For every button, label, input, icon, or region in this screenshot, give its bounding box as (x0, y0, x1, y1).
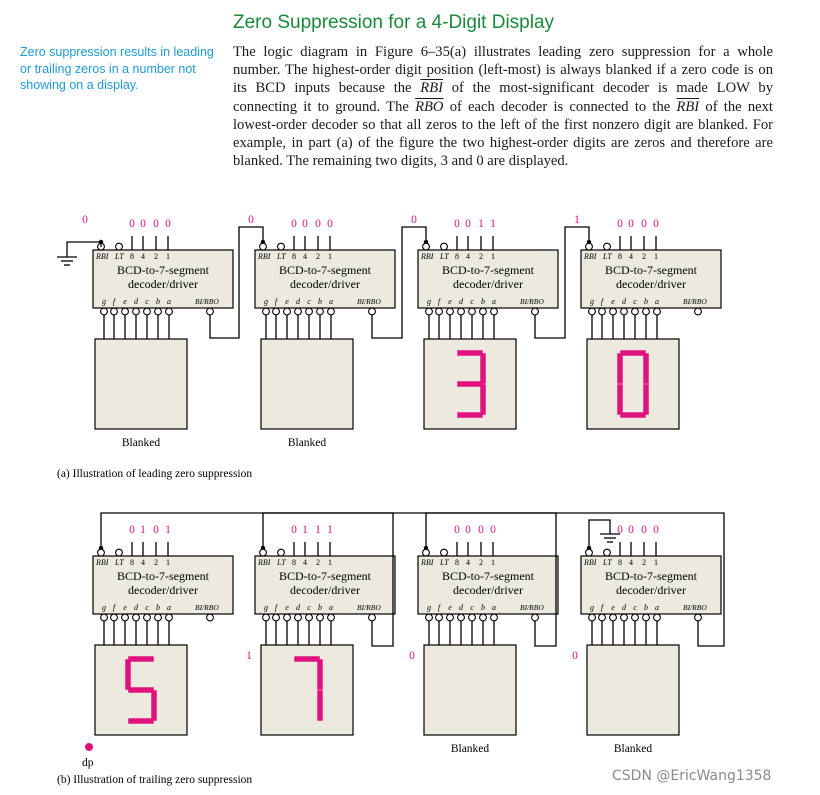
dp-label: dp (82, 757, 94, 769)
seven-segment-display (587, 645, 679, 735)
bcd-weight-label: 2 (154, 252, 158, 261)
decoder-name: BCD-to-7-segment (117, 263, 209, 277)
lt-inversion-bubble (116, 243, 123, 250)
output-inversion-bubble (643, 308, 650, 315)
output-inversion-bubble (621, 614, 628, 621)
output-inversion-bubble (621, 308, 628, 315)
lt-inversion-bubble (604, 243, 611, 250)
segment-output-label: e (448, 603, 452, 612)
rbi-input-value: 1 (574, 214, 580, 226)
bcd-weight-label: 8 (292, 252, 296, 261)
output-inversion-bubble (480, 614, 487, 621)
bcd-weight-label: 2 (316, 558, 320, 567)
output-inversion-bubble (284, 614, 291, 621)
segment-output-label: d (296, 603, 300, 612)
decoder-block (581, 250, 721, 308)
rbi-inversion-bubble (423, 243, 430, 250)
output-inversion-bubble (491, 614, 498, 621)
segment-output-label: b (318, 297, 322, 306)
output-inversion-bubble (328, 308, 335, 315)
seven-segment-display (261, 339, 353, 429)
rbi-pin-label: RBI (421, 252, 434, 261)
bcd-weight-label: 1 (491, 558, 495, 567)
decoder-name: decoder/driver (290, 583, 360, 597)
overlined-term: $\overline{RBO}$ (415, 98, 444, 115)
output-inversion-bubble (469, 308, 476, 315)
segment-output-label: f (274, 603, 278, 612)
bcd-input-value: 1 (478, 218, 484, 230)
segment-output-label: a (492, 297, 496, 306)
lt-pin-label: LT (277, 252, 286, 261)
segment-output-label: a (655, 297, 659, 306)
birbo-inversion-bubble (532, 614, 539, 621)
output-inversion-bubble (111, 308, 118, 315)
rbi-pin-label: RBI (258, 558, 271, 567)
segment-output-label: g (264, 297, 268, 306)
segment-output-label: e (123, 603, 127, 612)
bcd-weight-label: 2 (642, 558, 646, 567)
decoder-name: BCD-to-7-segment (605, 569, 697, 583)
paragraph-run: The logic diagram in Figure 6–35(a) illustrates leading zero suppression for a whole number. The highest-order digit position (left-most) is always blanked if a zero code is on its BCD inputs because the (233, 44, 773, 97)
decoder-name: BCD-to-7-segment (279, 263, 371, 277)
rbo-output-value: 0 (572, 650, 578, 662)
section-heading: Zero Suppression for a 4-Digit Display (233, 12, 555, 33)
display-status-label: Blanked (450, 743, 490, 755)
segment-output-label: b (481, 603, 485, 612)
output-inversion-bubble (273, 614, 280, 621)
lt-inversion-bubble (116, 549, 123, 556)
ground-icon (57, 257, 77, 265)
bcd-input-value: 0 (315, 218, 321, 230)
output-inversion-bubble (447, 308, 454, 315)
output-inversion-bubble (436, 308, 443, 315)
segment-output-label: b (156, 297, 160, 306)
bcd-weight-label: 1 (654, 252, 658, 261)
bcd-input-value: 0 (641, 218, 647, 230)
bcd-input-value: 0 (617, 218, 623, 230)
decoder-block (418, 556, 558, 614)
segment-output-label: e (123, 297, 127, 306)
decoder-name: BCD-to-7-segment (279, 569, 371, 583)
output-inversion-bubble (458, 308, 465, 315)
segment-output-label: c (470, 297, 474, 306)
paragraph-run: of the most-significant decoder is made LOW by connecting it to ground. The (233, 80, 773, 115)
decoder-name: decoder/driver (616, 277, 686, 291)
decoder-name: BCD-to-7-segment (442, 263, 534, 277)
segment-output-label: e (611, 297, 615, 306)
output-inversion-bubble (166, 614, 173, 621)
output-inversion-bubble (491, 308, 498, 315)
output-inversion-bubble (273, 308, 280, 315)
decoder-name: BCD-to-7-segment (442, 569, 534, 583)
decoder-name: decoder/driver (290, 277, 360, 291)
segment-output-label: f (112, 603, 116, 612)
lt-inversion-bubble (441, 243, 448, 250)
bcd-input-value: 0 (291, 218, 297, 230)
output-inversion-bubble (101, 308, 108, 315)
output-inversion-bubble (295, 614, 302, 621)
display-status-label: Blanked (613, 743, 653, 755)
bcd-input-value: 0 (490, 524, 496, 536)
birbo-pin-label: BI/RBO (195, 297, 219, 306)
birbo-pin-label: BI/RBO (357, 297, 381, 306)
rbi-inversion-bubble (98, 549, 105, 556)
birbo-pin-label: BI/RBO (195, 603, 219, 612)
segment-output-label: d (134, 297, 138, 306)
segment-output-label: g (264, 603, 268, 612)
segment-output-label: c (470, 603, 474, 612)
bcd-input-value: 0 (617, 524, 623, 536)
bcd-weight-label: 8 (618, 558, 622, 567)
bcd-input-value: 0 (465, 524, 471, 536)
segment-output-label: b (644, 297, 648, 306)
segment-output-label: a (655, 603, 659, 612)
rbi-pin-label: RBI (96, 252, 109, 261)
lt-pin-label: LT (115, 252, 124, 261)
bcd-input-value: 0 (291, 524, 297, 536)
bcd-input-value: 0 (628, 218, 634, 230)
seven-segment-display (95, 339, 187, 429)
bcd-input-value: 1 (165, 524, 171, 536)
output-inversion-bubble (133, 308, 140, 315)
bcd-weight-label: 1 (491, 252, 495, 261)
bcd-input-value: 0 (465, 218, 471, 230)
decoder-name: decoder/driver (128, 583, 198, 597)
birbo-pin-label: BI/RBO (683, 603, 707, 612)
decoder-name: decoder/driver (453, 277, 523, 291)
output-inversion-bubble (295, 308, 302, 315)
output-inversion-bubble (306, 614, 313, 621)
output-inversion-bubble (426, 308, 433, 315)
bcd-weight-label: 2 (642, 252, 646, 261)
bcd-weight-label: 4 (141, 558, 145, 567)
segment-output-label: g (102, 297, 106, 306)
segment-output-label: g (427, 297, 431, 306)
bcd-weight-label: 1 (328, 558, 332, 567)
figure-caption: (b) Illustration of trailing zero suppression (57, 774, 253, 786)
decoder-name: BCD-to-7-segment (117, 569, 209, 583)
bcd-weight-label: 4 (303, 558, 307, 567)
bcd-input-value: 0 (641, 524, 647, 536)
output-inversion-bubble (632, 308, 639, 315)
bcd-input-value: 0 (302, 218, 308, 230)
lt-inversion-bubble (278, 549, 285, 556)
decoder-block (255, 556, 395, 614)
segment-output-label: a (167, 603, 171, 612)
birbo-inversion-bubble (369, 308, 376, 315)
bcd-weight-label: 8 (455, 252, 459, 261)
bcd-weight-label: 4 (466, 252, 470, 261)
bcd-input-value: 1 (327, 524, 333, 536)
output-inversion-bubble (155, 308, 162, 315)
output-inversion-bubble (122, 308, 129, 315)
lt-inversion-bubble (604, 549, 611, 556)
output-inversion-bubble (654, 308, 661, 315)
bcd-input-value: 1 (490, 218, 496, 230)
output-inversion-bubble (155, 614, 162, 621)
bcd-weight-label: 1 (654, 558, 658, 567)
rbi-pin-label: RBI (421, 558, 434, 567)
output-inversion-bubble (469, 614, 476, 621)
bcd-weight-label: 2 (316, 252, 320, 261)
decoder-name: BCD-to-7-segment (605, 263, 697, 277)
segment-output-label: c (307, 603, 311, 612)
decoder-block (93, 556, 233, 614)
rbi-pin-label: RBI (584, 558, 597, 567)
segment-output-label: d (459, 297, 463, 306)
figure-caption: (a) Illustration of leading zero suppression (57, 468, 253, 480)
bcd-input-value: 0 (140, 218, 146, 230)
bcd-weight-label: 8 (292, 558, 296, 567)
rbo-output-value: 1 (246, 650, 252, 662)
segment-output-label: f (437, 603, 441, 612)
overlined-term: $\overline{RBI}$ (420, 80, 443, 97)
output-inversion-bubble (480, 308, 487, 315)
bcd-weight-label: 8 (618, 252, 622, 261)
output-inversion-bubble (122, 614, 129, 621)
rbi-inversion-bubble (586, 549, 593, 556)
lt-pin-label: LT (603, 252, 612, 261)
birbo-inversion-bubble (695, 308, 702, 315)
decoder-block (255, 250, 395, 308)
segment-output-label: e (285, 603, 289, 612)
output-inversion-bubble (599, 308, 606, 315)
decoder-name: decoder/driver (128, 277, 198, 291)
rbo-output-value: 0 (409, 650, 415, 662)
bcd-input-value: 0 (153, 218, 159, 230)
segment-output-label: e (448, 297, 452, 306)
lt-pin-label: LT (115, 558, 124, 567)
segment-output-label: g (590, 603, 594, 612)
output-inversion-bubble (306, 308, 313, 315)
display-status-label: Blanked (287, 437, 327, 449)
lt-pin-label: LT (277, 558, 286, 567)
segment-output-label: g (102, 603, 106, 612)
bcd-input-value: 0 (478, 524, 484, 536)
watermark: CSDN @EricWang1358 (612, 768, 772, 784)
bcd-weight-label: 2 (479, 558, 483, 567)
decoder-name: decoder/driver (616, 583, 686, 597)
segment-output-label: d (622, 603, 626, 612)
rbi-input-value: 0 (411, 214, 417, 226)
bcd-input-value: 0 (327, 218, 333, 230)
output-inversion-bubble (610, 614, 617, 621)
birbo-pin-label: BI/RBO (683, 297, 707, 306)
segment-output-label: a (329, 603, 333, 612)
decoder-block (418, 250, 558, 308)
output-inversion-bubble (263, 308, 270, 315)
segment-output-label: a (167, 297, 171, 306)
lt-pin-label: LT (440, 252, 449, 261)
segment-output-label: f (437, 297, 441, 306)
segment-output-label: b (481, 297, 485, 306)
birbo-pin-label: BI/RBO (520, 603, 544, 612)
segment-output-label: b (644, 603, 648, 612)
segment-output-label: c (633, 603, 637, 612)
bcd-weight-label: 8 (130, 558, 134, 567)
bcd-input-value: 0 (454, 218, 460, 230)
overlined-term: $\overline{RBI}$ (676, 98, 700, 115)
rbi-pin-label: RBI (584, 252, 597, 261)
output-inversion-bubble (166, 308, 173, 315)
bcd-input-value: 1 (315, 524, 321, 536)
output-inversion-bubble (111, 614, 118, 621)
lt-pin-label: LT (440, 558, 449, 567)
output-inversion-bubble (426, 614, 433, 621)
rbi-input-value: 0 (248, 214, 254, 226)
segment-output-label: d (622, 297, 626, 306)
segment-output-label: d (459, 603, 463, 612)
output-inversion-bubble (328, 614, 335, 621)
rbi-pin-label: RBI (258, 252, 271, 261)
bcd-input-value: 0 (129, 524, 135, 536)
segment-output-label: e (285, 297, 289, 306)
bcd-weight-label: 4 (303, 252, 307, 261)
rbi-inversion-bubble (260, 549, 267, 556)
bcd-weight-label: 8 (130, 252, 134, 261)
output-inversion-bubble (101, 614, 108, 621)
output-inversion-bubble (610, 308, 617, 315)
output-inversion-bubble (317, 308, 324, 315)
bcd-weight-label: 8 (455, 558, 459, 567)
output-inversion-bubble (654, 614, 661, 621)
segment-output-label: b (318, 603, 322, 612)
output-inversion-bubble (458, 614, 465, 621)
display-status-label: Blanked (121, 437, 161, 449)
decoder-block (581, 556, 721, 614)
output-inversion-bubble (436, 614, 443, 621)
lt-pin-label: LT (603, 558, 612, 567)
output-inversion-bubble (263, 614, 270, 621)
segment-output-label: f (274, 297, 278, 306)
segment-output-label: f (600, 297, 604, 306)
bcd-weight-label: 1 (328, 252, 332, 261)
bcd-weight-label: 4 (141, 252, 145, 261)
rbi-input-value: 0 (82, 214, 88, 226)
segment-output-label: g (590, 297, 594, 306)
seven-segment-display (424, 645, 516, 735)
birbo-inversion-bubble (207, 308, 214, 315)
bcd-weight-label: 4 (466, 558, 470, 567)
segment-output-label: d (296, 297, 300, 306)
birbo-pin-label: BI/RBO (520, 297, 544, 306)
rbi-pin-label: RBI (96, 558, 109, 567)
margin-note: Zero suppression results in leading or trailing zeros in a number not showing on a display. (20, 45, 214, 92)
output-inversion-bubble (589, 614, 596, 621)
bcd-weight-label: 1 (166, 252, 170, 261)
output-inversion-bubble (133, 614, 140, 621)
decimal-point-icon (85, 743, 93, 751)
paragraph-run: of the next lowest-order decoder so that all zeros to the left of the first nonzero digit are blanked. For example, in part (a) of the figure the two highest-order digits are zeros and therefore are blanked. The remaining two digits, 3 and 0 are displayed. (233, 98, 773, 170)
segment-output-label: a (492, 603, 496, 612)
lt-inversion-bubble (441, 549, 448, 556)
bcd-input-value: 0 (153, 524, 159, 536)
bcd-weight-label: 2 (479, 252, 483, 261)
segment-output-label: c (307, 297, 311, 306)
bcd-weight-label: 2 (154, 558, 158, 567)
segment-output-label: c (633, 297, 637, 306)
output-inversion-bubble (643, 614, 650, 621)
output-inversion-bubble (284, 308, 291, 315)
segment-output-label: d (134, 603, 138, 612)
segment-output-label: e (611, 603, 615, 612)
rbi-inversion-bubble (260, 243, 267, 250)
output-inversion-bubble (317, 614, 324, 621)
segment-output-label: c (145, 603, 149, 612)
output-inversion-bubble (144, 614, 151, 621)
decoder-name: decoder/driver (453, 583, 523, 597)
rbi-inversion-bubble (586, 243, 593, 250)
output-inversion-bubble (599, 614, 606, 621)
segment-output-label: c (145, 297, 149, 306)
decoder-block (93, 250, 233, 308)
bcd-input-value: 0 (653, 218, 659, 230)
birbo-inversion-bubble (695, 614, 702, 621)
bcd-weight-label: 1 (166, 558, 170, 567)
segment-output-label: a (329, 297, 333, 306)
rbi-inversion-bubble (423, 549, 430, 556)
bcd-input-value: 0 (129, 218, 135, 230)
birbo-inversion-bubble (532, 308, 539, 315)
segment-output-label: f (112, 297, 116, 306)
birbo-inversion-bubble (369, 614, 376, 621)
bcd-input-value: 1 (140, 524, 146, 536)
bcd-input-value: 0 (653, 524, 659, 536)
bcd-input-value: 0 (454, 524, 460, 536)
segment-output-label: g (427, 603, 431, 612)
bcd-input-value: 1 (302, 524, 308, 536)
birbo-pin-label: BI/RBO (357, 603, 381, 612)
lt-inversion-bubble (278, 243, 285, 250)
segment-output-label: b (156, 603, 160, 612)
output-inversion-bubble (632, 614, 639, 621)
bcd-input-value: 0 (165, 218, 171, 230)
paragraph-run: of each decoder is connected to the (443, 98, 677, 115)
segment-output-label: f (600, 603, 604, 612)
birbo-inversion-bubble (207, 614, 214, 621)
bcd-weight-label: 4 (629, 252, 633, 261)
output-inversion-bubble (589, 308, 596, 315)
output-inversion-bubble (447, 614, 454, 621)
output-inversion-bubble (144, 308, 151, 315)
bcd-weight-label: 4 (629, 558, 633, 567)
bcd-input-value: 0 (628, 524, 634, 536)
